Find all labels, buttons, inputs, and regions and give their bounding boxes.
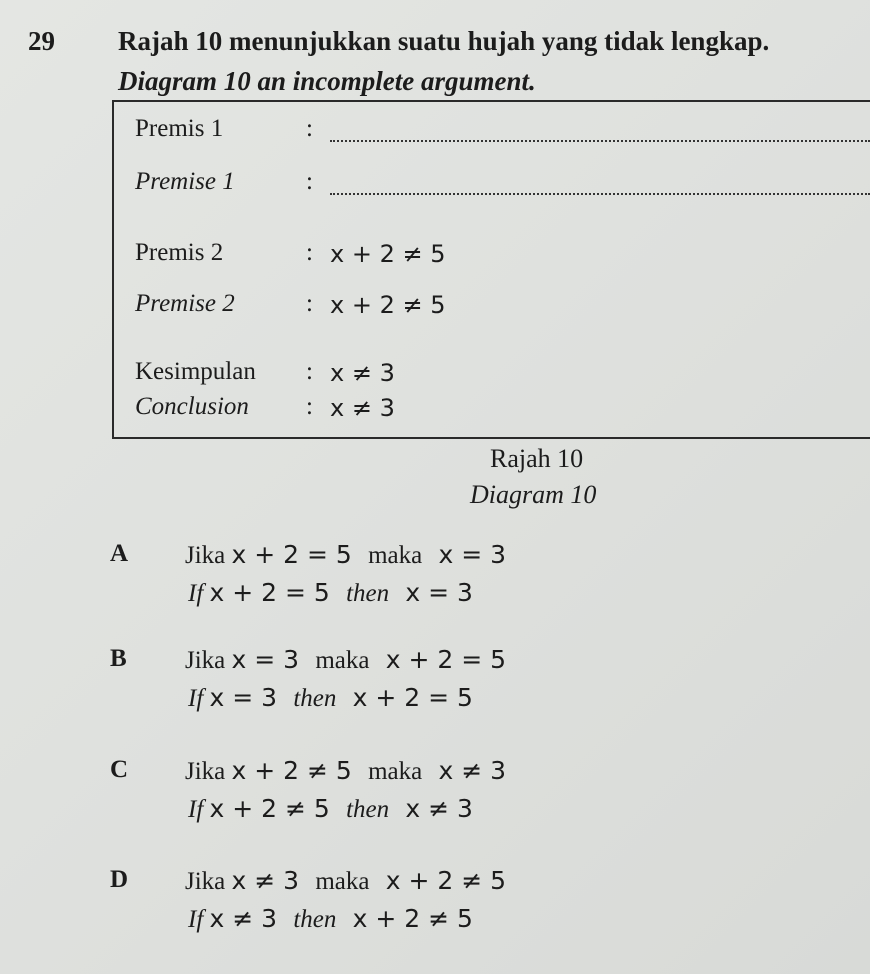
word-then: then (346, 796, 390, 823)
option-b-consequent-en: x + 2 = 5 (352, 683, 473, 712)
word-if: If (188, 685, 204, 712)
premise1-label-malay: Premis 1 (135, 115, 224, 142)
option-c-consequent: x ≠ 3 (438, 756, 507, 785)
option-a-antecedent: x + 2 = 5 (231, 540, 352, 569)
option-d-consequent-en: x + 2 ≠ 5 (352, 904, 473, 933)
word-maka: maka (368, 542, 423, 569)
option-d-consequent: x + 2 ≠ 5 (385, 866, 507, 895)
word-maka: maka (315, 868, 370, 895)
option-c-antecedent: x + 2 ≠ 5 (231, 756, 352, 785)
option-d-antecedent-en: x ≠ 3 (209, 904, 278, 933)
word-then: then (346, 580, 390, 607)
conclusion-value-malay: x ≠ 3 (330, 359, 395, 387)
diagram-caption-english: Diagram 10 (470, 480, 597, 509)
option-b-antecedent: x = 3 (231, 645, 300, 674)
word-maka: maka (315, 647, 370, 674)
option-a-consequent-en: x = 3 (405, 578, 473, 607)
word-jika: Jika (185, 542, 226, 569)
option-a-consequent: x = 3 (438, 540, 507, 569)
option-c-english[interactable] (188, 794, 473, 824)
word-if: If (188, 906, 204, 933)
option-d-antecedent: x ≠ 3 (231, 866, 300, 895)
conclusion-colon-english: : (306, 393, 313, 420)
question-stem-malay: Rajah 10 menunjukkan suatu hujah yang tidak lengkap. (118, 26, 770, 56)
premise2-label-malay: Premis 2 (135, 239, 224, 266)
premise2-value-malay: x + 2 ≠ 5 (330, 240, 446, 268)
premise2-colon-english: : (306, 290, 313, 317)
option-d-english[interactable] (188, 904, 473, 934)
word-maka: maka (368, 758, 423, 785)
option-c-malay[interactable] (185, 756, 506, 786)
option-b-consequent: x + 2 = 5 (385, 645, 507, 674)
diagram-caption-malay: Rajah 10 (490, 444, 584, 473)
premise2-value-english: x + 2 ≠ 5 (330, 291, 446, 319)
option-a-english[interactable] (188, 578, 473, 608)
option-c-antecedent-en: x + 2 ≠ 5 (209, 794, 330, 823)
option-c-letter[interactable]: C (110, 756, 129, 783)
option-d-letter[interactable]: D (110, 866, 129, 893)
word-then: then (293, 906, 337, 933)
premise1-blank-line-english (330, 193, 870, 195)
option-b-english[interactable] (188, 683, 473, 713)
conclusion-label-english: Conclusion (135, 393, 249, 420)
conclusion-colon-malay: : (306, 358, 313, 385)
option-d-malay[interactable] (185, 866, 506, 896)
argument-box (112, 100, 870, 439)
premise2-colon-malay: : (306, 239, 313, 266)
option-b-antecedent-en: x = 3 (209, 683, 278, 712)
premise1-label-english: Premise 1 (135, 168, 235, 195)
option-b-malay[interactable] (185, 645, 506, 675)
question-stem-english: Diagram 10 an incomplete argument. (118, 66, 536, 96)
word-jika: Jika (185, 647, 226, 674)
premise1-blank-line-malay (330, 140, 870, 142)
question-number: 29 (28, 26, 55, 56)
conclusion-value-english: x ≠ 3 (330, 394, 395, 422)
word-if: If (188, 796, 204, 823)
option-a-letter[interactable]: A (110, 540, 129, 567)
option-a-malay[interactable] (185, 540, 506, 570)
option-b-letter[interactable]: B (110, 645, 127, 672)
conclusion-label-malay: Kesimpulan (135, 358, 256, 385)
option-c-consequent-en: x ≠ 3 (405, 794, 473, 823)
premise1-colon-malay: : (306, 115, 313, 142)
premise1-colon-english: : (306, 168, 313, 195)
option-a-antecedent-en: x + 2 = 5 (209, 578, 330, 607)
word-then: then (293, 685, 337, 712)
word-jika: Jika (185, 868, 226, 895)
word-jika: Jika (185, 758, 226, 785)
premise2-label-english: Premise 2 (135, 290, 235, 317)
word-if: If (188, 580, 204, 607)
